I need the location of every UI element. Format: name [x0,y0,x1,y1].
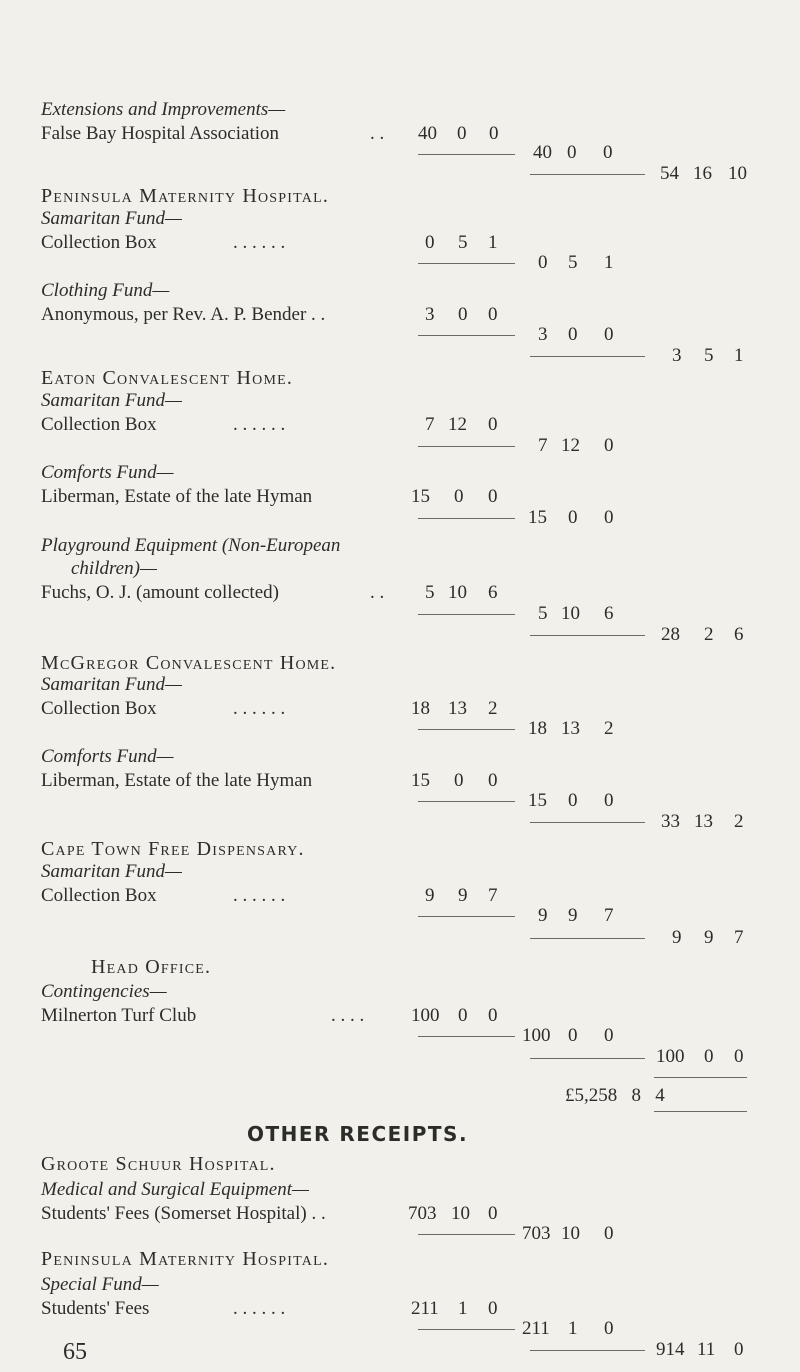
shillings: 12 [561,435,580,456]
pence: 0 [734,1339,744,1360]
pounds: 40 [418,123,437,144]
leader-dots: . . . . . . [233,885,286,906]
rule [654,1111,747,1112]
leader-dots: . . . . [331,1005,365,1026]
pence: 0 [603,142,613,163]
shillings: 10 [451,1203,470,1224]
samaritan-fund-heading: Samaritan Fund— [41,390,182,411]
shillings: 13 [694,811,713,832]
pounds: 9 [538,905,548,926]
collection-box-line: Collection Box [41,885,157,906]
shillings: 0 [568,324,578,345]
pence: 2 [488,698,498,719]
anonymous-line: Anonymous, per Rev. A. P. Bender . . [41,304,326,325]
pence: 0 [488,304,498,325]
pence: 0 [604,790,614,811]
shillings: 1 [568,1318,578,1339]
rule [418,1329,515,1330]
pence: 0 [488,414,498,435]
rule [530,635,645,636]
rule [418,335,515,336]
shillings: 0 [567,142,577,163]
pence: 10 [728,163,747,184]
pounds: 3 [538,324,548,345]
section-title-mcgregor: McGregor Convalescent Home. [41,652,337,674]
pence: 0 [604,324,614,345]
pounds: 100 [411,1005,440,1026]
samaritan-fund-heading: Samaritan Fund— [41,861,182,882]
rule [418,263,515,264]
pounds: 5 [538,603,548,624]
special-fund-heading: Special Fund— [41,1274,159,1295]
shillings: 9 [704,927,714,948]
shillings: 10 [561,603,580,624]
pounds: 15 [528,507,547,528]
section-title-peninsula-special: Peninsula Maternity Hospital. [41,1248,330,1270]
shillings: 5 [704,345,714,366]
rule [530,822,645,823]
samaritan-fund-heading: Samaritan Fund— [41,674,182,695]
pence: 7 [488,885,498,906]
shillings: 9 [458,885,468,906]
pounds: 5 [425,582,435,603]
pounds: 211 [411,1298,439,1319]
shillings: 0 [454,770,464,791]
liberman-line: Liberman, Estate of the late Hyman [41,486,313,507]
playground-heading: Playground Equipment (Non-European [41,535,341,556]
page-number: 65 [63,1339,87,1365]
rule [418,1036,515,1037]
clothing-fund-heading: Clothing Fund— [41,280,170,301]
shillings: 16 [693,163,712,184]
rule [418,916,515,917]
pence: 6 [734,624,744,645]
pounds: 7 [538,435,548,456]
comforts-fund-heading: Comforts Fund— [41,462,174,483]
shillings: 0 [704,1046,714,1067]
shillings: 13 [561,718,580,739]
rule [418,154,515,155]
pounds: 9 [425,885,435,906]
pence: 0 [604,1025,614,1046]
rule [530,1058,645,1059]
medical-equipment-heading: Medical and Surgical Equipment— [41,1179,309,1200]
rule [418,729,515,730]
pence: 1 [488,232,498,253]
pence: 0 [488,1203,498,1224]
rule [418,614,515,615]
pounds: 7 [425,414,435,435]
pence: 0 [604,1223,614,1244]
milnerton-line: Milnerton Turf Club [41,1005,197,1026]
pounds: 100 [522,1025,551,1046]
shillings: 1 [458,1298,468,1319]
contingencies-heading: Contingencies— [41,981,167,1002]
other-receipts-heading: OTHER RECEIPTS. [247,1122,469,1146]
fuchs-line: Fuchs, O. J. (amount collected) [41,582,279,603]
leader-dots: . . . . . . [233,414,286,435]
section-title-head-office: Head Office. [91,956,212,978]
comforts-fund-heading: Comforts Fund— [41,746,174,767]
pounds: 211 [522,1318,550,1339]
pence: 0 [488,1005,498,1026]
pence: 1 [604,252,614,273]
section-title-peninsula: Peninsula Maternity Hospital. [41,185,330,207]
leader-dots: . . [370,582,385,603]
pounds: 15 [411,770,430,791]
collection-box-line: Collection Box [41,414,157,435]
pence: 0 [734,1046,744,1067]
section-title-eaton: Eaton Convalescent Home. [41,367,294,389]
leader-dots: . . . . . . [233,698,286,719]
pounds: 18 [528,718,547,739]
pence: 0 [488,486,498,507]
shillings: 0 [568,1025,578,1046]
shillings: 0 [568,790,578,811]
shillings: 11 [697,1339,716,1360]
pence: 0 [604,1318,614,1339]
section-title-cape-town: Cape Town Free Dispensary. [41,838,305,860]
shillings: 5 [458,232,468,253]
leader-dots: . . . . . . [233,232,286,253]
pence: 0 [488,770,498,791]
shillings: 0 [568,507,578,528]
pounds: 33 [661,811,680,832]
collection-box-line: Collection Box [41,698,157,719]
shillings: 5 [568,252,578,273]
rule [418,1234,515,1235]
pounds: 54 [660,163,679,184]
pounds: 0 [425,232,435,253]
extensions-heading: Extensions and Improvements— [41,99,286,120]
shillings: 10 [448,582,467,603]
pounds: 15 [411,486,430,507]
pounds: 3 [672,345,682,366]
pounds: 15 [528,790,547,811]
pounds: 0 [538,252,548,273]
pence: 0 [604,507,614,528]
shillings: 9 [568,905,578,926]
shillings: 0 [454,486,464,507]
pounds: 28 [661,624,680,645]
pounds: 3 [425,304,435,325]
shillings: 0 [457,123,467,144]
rule [530,174,645,175]
shillings: 0 [458,1005,468,1026]
shillings: 10 [561,1223,580,1244]
pounds: 18 [411,698,430,719]
pounds: 40 [533,142,552,163]
rule [530,356,645,357]
grand-total: £5,258 8 4 [565,1085,665,1106]
pence: 0 [604,435,614,456]
collection-box-line: Collection Box [41,232,157,253]
pence: 7 [734,927,744,948]
rule [530,938,645,939]
shillings: 12 [448,414,467,435]
shillings: 13 [448,698,467,719]
false-bay-line: False Bay Hospital Association [41,123,280,144]
pounds: 703 [522,1223,551,1244]
shillings: 2 [704,624,714,645]
pence: 2 [604,718,614,739]
rule [654,1077,747,1078]
students-fees-somerset-line: Students' Fees (Somerset Hospital) . . [41,1203,326,1224]
leader-dots: . . . . . . [233,1298,286,1319]
leader-dots: . . [370,123,385,144]
samaritan-fund-heading: Samaritan Fund— [41,208,182,229]
rule [418,446,515,447]
pence: 1 [734,345,744,366]
pence: 6 [604,603,614,624]
pence: 2 [734,811,744,832]
liberman-line: Liberman, Estate of the late Hyman [41,770,313,791]
pence: 0 [488,1298,498,1319]
pence: 7 [604,905,614,926]
pounds: 100 [656,1046,685,1067]
students-fees-line: Students' Fees [41,1298,150,1319]
rule [418,518,515,519]
pounds: 9 [672,927,682,948]
playground-heading-cont: children)— [71,558,157,579]
pence: 0 [489,123,499,144]
section-title-groote-schuur: Groote Schuur Hospital. [41,1153,276,1175]
rule [418,801,515,802]
pounds: 703 [408,1203,437,1224]
pounds: 914 [656,1339,685,1360]
shillings: 0 [458,304,468,325]
rule [530,1350,645,1351]
pence: 6 [488,582,498,603]
